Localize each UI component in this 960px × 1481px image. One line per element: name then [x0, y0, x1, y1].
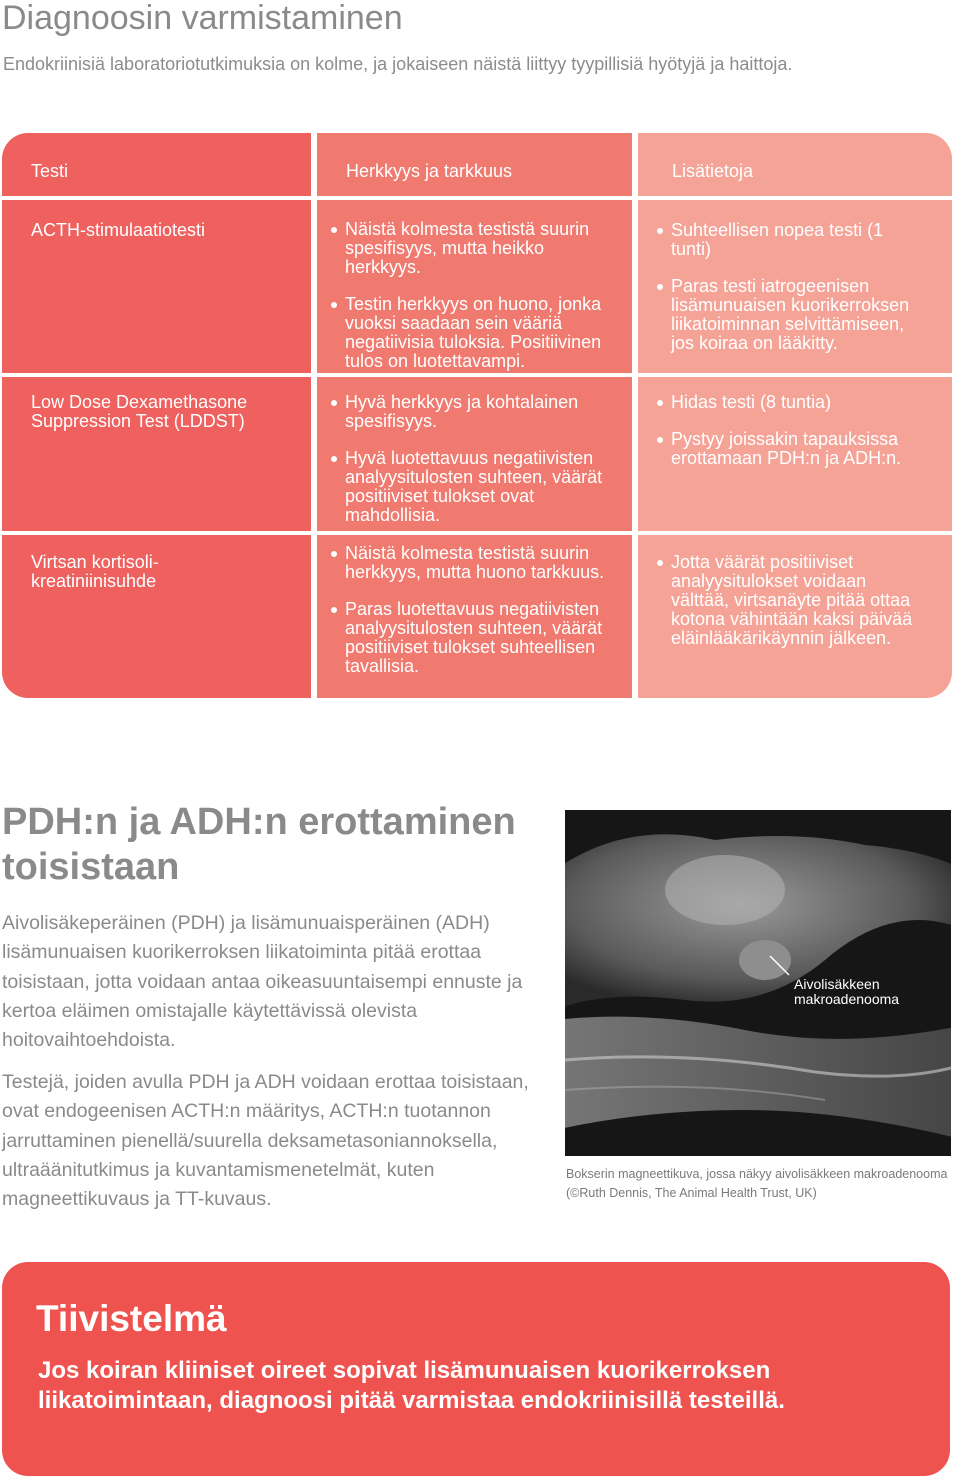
row1-test: ACTH-stimulaatiotesti	[31, 220, 206, 240]
image-annotation: Aivolisäkkeen makroadenooma	[794, 976, 900, 1007]
page-title: Diagnoosin varmistaminen	[2, 0, 403, 37]
test-comparison-table	[2, 133, 950, 700]
list-item: Pystyy joissakin tapauksissa erottamaan PDH:n ja ADH:n.	[657, 430, 927, 468]
list-item: Paras testi iatrogeenisen lisämunuaisen kuorikerroksen liikatoiminnan selvittämiseen, jos koiraa on lääkitty.	[657, 277, 927, 353]
table-divider	[2, 196, 952, 200]
row1-info-list	[657, 221, 927, 371]
row3-info-list	[657, 553, 927, 666]
summary-box	[2, 1262, 950, 1476]
summary-title: Tiivistelmä	[36, 1298, 227, 1339]
section-paragraph: Aivolisäkeperäinen (PDH) ja lisämunuaisperäinen (ADH) lisämunuaisen kuorikerroksen liikatoiminta pitää erottaa toisistaan, jotta voidaan antaa oikeasuuntaisempi ennuste ja kertoa eläimen omistajalle käytettävissä olevista hoitovaihtoehdoista.	[2, 912, 523, 1052]
section-paragraph: Testejä, joiden avulla PDH ja ADH voidaan erottaa toisistaan, ovat endogeenisen ACTH:n määritys, ACTH:n tuotannon jarruttaminen pienellä/suurella deksametasoniannoksella, ultraäänitutkimus ja kuvantamismenetelmät, kuten magneettikuvaus ja TT-kuvaus.	[2, 1071, 529, 1211]
list-item: Suhteellisen nopea testi (1 tunti)	[657, 221, 927, 259]
header-test: Testi	[31, 161, 69, 181]
list-item: Paras luotettavuus negatiivisten analyysitulosten suhteen, väärät positiiviset tulokset suhteellisen tavallisia.	[331, 600, 617, 676]
list-item: Testin herkkyys on huono, jonka vuoksi saadaan sein vääriä negatiivisia tuloksia. Positiivinen tulos on luotettavampi.	[331, 295, 617, 371]
row2-info-list	[657, 393, 927, 486]
list-item: Näistä kolmesta testistä suurin spesifisyys, mutta heikko herkkyys.	[331, 220, 617, 277]
row2-sensitivity-list	[331, 393, 617, 543]
row3-test: Virtsan kortisoli-kreatiniinisuhde	[31, 552, 159, 591]
list-item: Jotta väärät positiiviset analyysitulokset voidaan välttää, virtsanäyte pitää ottaa kotona vähintään kaksi päivää eläinlääkärikäynnin jälkeen.	[657, 553, 927, 648]
list-item: Hyvä luotettavuus negatiivisten analyysitulosten suhteen, väärät positiiviset tulokset ovat mahdollisia.	[331, 449, 617, 525]
intro-text: Endokriinisiä laboratoriotutkimuksia on kolme, ja jokaiseen näistä liittyy tyypillisiä hyötyjä ja haittoja.	[3, 54, 793, 74]
summary-text: Jos koiran kliiniset oireet sopivat lisämunuaisen kuorikerroksen liikatoimintaan, diagnoosi pitää varmistaa endokriinisillä testeillä.	[38, 1357, 785, 1414]
header-sensitivity: Herkkyys ja tarkkuus	[346, 161, 513, 181]
row3-sensitivity-list	[331, 544, 617, 694]
list-item: Näistä kolmesta testistä suurin herkkyys, mutta huono tarkkuus.	[331, 544, 617, 582]
list-item: Hidas testi (8 tuntia)	[657, 393, 927, 412]
list-item: Hyvä herkkyys ja kohtalainen spesifisyys.	[331, 393, 617, 431]
section-title: PDH:n ja ADH:n erottaminen toisistaan	[2, 801, 516, 888]
mri-image	[565, 810, 951, 1156]
row1-sensitivity-list	[331, 220, 617, 389]
header-info: Lisätietoja	[672, 161, 754, 181]
row2-test: Low Dose Dexamethasone Suppression Test (LDDST)	[31, 392, 248, 431]
image-caption: Bokserin magneettikuva, jossa näkyy aivolisäkkeen makroadenooma (©Ruth Dennis, The Animal Health Trust, UK)	[566, 1167, 948, 1200]
